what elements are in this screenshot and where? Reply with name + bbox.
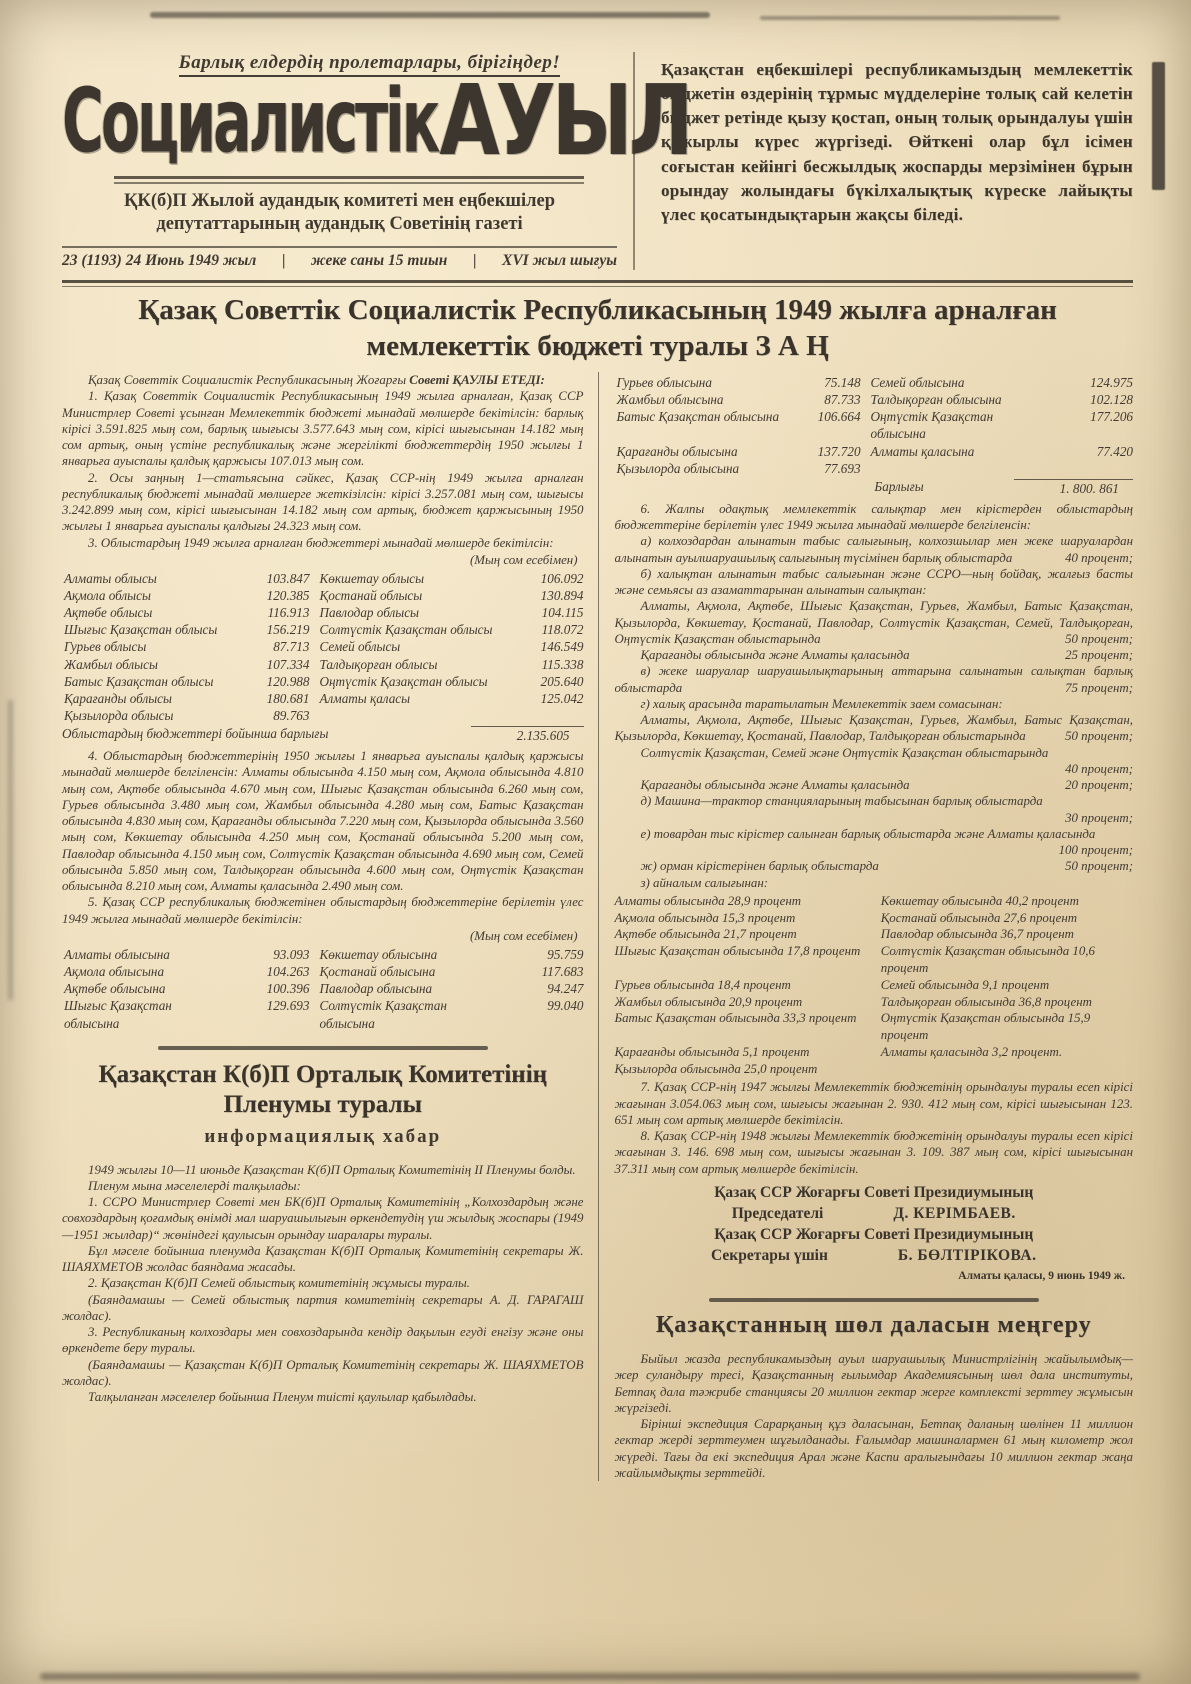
desert-paragraph: Быйыл жазда республикамыздың ауыл шаруашылық Министрлігінің жайылымдық—жер суландыру тресі, Қазақстанның ғылымдар Академиясының шөл дала институты, Бетпақ дала тәжрибе станциясы 20 миллион гектар жерге комплексті зерттеу жұмысын жүргізеді. [614,1352,1133,1415]
oblast-value: 75.148 [824,375,861,390]
table-row [62,997,584,1031]
turnover-cell: Алматы қаласында 3,2 процент. [880,1044,1063,1059]
desert-headline: Қазақстанның шөл даласын меңгеру [655,1312,1092,1339]
clause-percent: 100 процент; [1058,843,1133,858]
oblast-name: Алматы қаласына [870,443,975,459]
oblast-name: Талдықорған облысы [319,656,438,672]
oblast-value: 205.640 [540,673,584,689]
turnover-tax-table [615,893,1134,1077]
turnover-cell: Талдықорған облысында 36,8 процент [880,994,1092,1009]
total-value: 1. 800. 861 [1014,479,1133,497]
logo-word-socialist: Социалистік [62,70,438,174]
oblast-name: Ақтөбе облысы [64,605,153,621]
plenum-subtitle: информациялық хабар [204,1125,442,1147]
signature-block [615,1183,1134,1284]
tax-clause [615,826,1134,859]
oblast-value: 95.759 [547,946,584,962]
table-row [615,408,1134,442]
share-total [615,479,1134,497]
turnover-cell [881,1061,1133,1078]
turnover-cell: Ақмола облысында 15,3 процент [614,910,796,925]
article-divider [709,1298,1039,1302]
law-headline-line1: Қазақ Советтік Социалистік Республикасының 1949 жылға арналған [138,294,1057,327]
plenum-paragraph: Талқыланған мәселелер бойынша Пленум тиісті қаулылар қабылдады. [88,1390,477,1405]
table-row [62,980,584,997]
oblast-value: 89.763 [273,708,310,723]
oblast-value: 87.733 [824,392,861,408]
clause-text: з) айналым салығынан: [640,875,769,890]
clause-text: Алматы, Ақмола, Ақтөбе, Шығыс Қазақстан, Гурьев, Жамбыл, Батыс Қазақстан, Қызылорда, Көкшетау, Қостанай, Павлодар, Солтүстік Қазақстан, Семей, Талдықорған, Оңтүстік Қазақстан облыстарында [614,599,1133,646]
tax-clause [615,566,1134,599]
turnover-cell: Павлодар облысында 36,7 процент [880,927,1074,942]
masthead [62,52,1133,270]
oblast-name: Қызылорда облысы [64,708,174,723]
signature-institution: Қазақ ССР Жоғарғы Советі Президиумының [714,1225,1034,1243]
law-headline-line2: мемлекеттік бюджеті туралы З А Ң [366,329,829,362]
oblast-value: 115.338 [541,656,584,672]
oblast-name: Жамбыл облысына [616,392,724,408]
masthead-left [62,52,690,270]
left-column [62,372,598,1481]
turnover-cell: Гурьев облысында 18,4 процент [614,977,791,992]
oblast-value: 129.693 [266,998,310,1014]
masthead-editorial [633,52,1133,270]
oblast-name: Қарағанды облысы [64,690,172,706]
plenum-paragraph: Пленум мына мәселелерді талқылады: [88,1178,301,1193]
tax-clause [615,663,1134,696]
signature-name: Д. КЕРІМБАЕВ. [893,1204,1016,1222]
oblast-value: 107.334 [266,656,310,672]
oblast-name: Шығыс Қазақстан облысына [64,998,172,1031]
oblast-value: 104.263 [266,964,310,980]
dateline [62,246,617,270]
oblast-value: 93.093 [273,946,310,962]
oblast-name: Алматы облысы [64,570,157,586]
plenum-paragraph: (Баяндамашы — Қазақстан К(б)П Орталық Комитетінің секретары Ж. ШАЯХМЕТОВ жолдас). [62,1357,584,1388]
oblast-value: 103.847 [266,570,310,586]
oblast-name: Ақтөбе облысына [64,981,166,997]
law-paragraph-2: 2. Осы заңның 1—статьясына сәйкес, Қазақ ССР-нің 1949 жылға арналған республикалық бюджеті мынадай мөлшерге жеткізілсін: кірісі 3.257.081 мың сом, шығысы 3.242.899 мың сом, кірісі шығысынан 14.182 мың сом артық, бюджет қаржысының 1950 жылғы 1 январьға ауыспалы қалдығы 24.323 мың сом. [62,470,584,534]
table-row [62,656,584,673]
tax-clause [615,793,1134,826]
tax-clauses [615,533,1134,891]
oblast-value: 124.975 [1090,375,1133,390]
law-paragraph-4: 4. Облыстардың бюджеттерінің 1950 жылғы 1 январьға ауыспалы қалдық қаржысы мынадай мөлшерде белгіленсін: Алматы облысында 4.150 мың сом, Ақмола облысында 4.810 мың сом, Ақтөбе облысында 4.670 мың сом, Шығыс Қазақстан облысында 6.260 мың сом, Гурьев облысында 3.480 мың сом, Жамбыл облысында 4.280 мың сом, Батыс Қазақстан облысында 4.830 мың сом, Қарағанды облысында 7.220 мың сом, Қызылорда облысында 3.560 мың сом, Көкшетау облысында 4.250 мың сом, Қостанай облысында 5.200 мың сом, Павлодар облысында 4.150 мың сом, Солтүстік Қазақстан облысында 4.690 мың сом, Семей облысында 5.850 мың сом, Талдықорған облысында 4.600 мың сом, Оңтүстік Қазақстан облысында 8.210 мың сом, Алматы қаласында 2.490 мың сом. [62,749,584,894]
dateline-separator: | [473,252,477,270]
oblast-name: Талдықорған облысына [870,392,1002,408]
oblast-value: 156.219 [266,622,310,638]
dateline-separator: | [281,252,286,270]
clause-percent: 20 процент; [1065,778,1133,793]
tax-clause [615,533,1134,566]
law-paragraph-6: 6. Жалпы одақтық мемлекеттік салықтар мен кірістерден облыстардың бюджеттеріне берілетін үлес 1949 жылға мынадай мөлшерде белгіленсін: [614,501,1133,533]
newspaper-logo [62,65,690,178]
oblast-value: 146.549 [540,639,584,655]
oblast-value: 125.042 [540,690,584,706]
oblast-name: Қарағанды облысына [616,443,738,459]
issue-price: жеке саны 15 тиын [310,252,448,270]
signature-place-date: Алматы қаласы, 9 июнь 1949 ж. [958,1269,1125,1282]
turnover-cell: Оңтүстік Қазақстан облысында 15,9 процент [880,1011,1091,1043]
oblast-name [317,707,499,724]
signature-role: Секретары үшін [711,1246,828,1264]
oblast-value: 180.681 [266,690,310,706]
law-intro-caps: Советі ҚАУЛЫ ЕТЕДІ: [409,373,545,387]
table-row [62,707,584,724]
turnover-cell: Қызылорда облысында 25,0 процент [614,1061,818,1076]
oblast-value: 104.115 [541,605,584,621]
body-columns [62,372,1133,1481]
oblast-name: Алматы қаласы [319,690,411,706]
turnover-cell: Алматы облысында 28,9 процент [614,893,802,908]
oblast-name: Шығыс Қазақстан облысы [64,622,218,638]
oblast-name: Семей облысына [870,375,965,390]
clause-text: е) товардан тыс кірістер салынған барлық облыстарда және Алматы қаласында [640,826,1096,841]
oblast-name: Семей облысы [319,639,401,655]
oblast-budget-total [62,726,584,744]
table-row [62,587,584,604]
oblast-value [508,707,584,724]
plenum-paragraph: Бұл мәселе бойынша пленумда Қазақстан К(б)П Орталық Комитетінің секретары Ж. ШАЯХМЕТОВ жолдас баяндама жасады. [62,1243,584,1275]
oblast-value: 102.128 [1090,392,1133,408]
oblast-value: 77.420 [1096,443,1133,459]
oblast-value: 94.247 [547,981,584,997]
oblast-value: 130.894 [540,587,584,603]
tax-clause [615,858,1134,874]
plenum-paragraph: (Баяндамашы — Семей облыстық партия комитетінің секретары А. Д. ГАРАГАШ жолдас). [62,1292,584,1323]
table-row [615,443,1134,460]
scan-smudge-bottom [40,1673,1140,1680]
masthead-subtitle: ҚК(б)П Жылой аудандық комитеті мен еңбекшілер депутаттарының аудандық Советінің газеті [123,191,556,235]
table-row [62,570,584,587]
oblast-value: 106.092 [540,570,584,586]
law-paragraph-8: 8. Қазақ ССР-нің 1948 жылғы Мемлекеттік бюджетінің орындалуы туралы есеп кірісі жағынан 3. 146. 698 мың сом, шығысы жағынан 3. 109. 387 мың сом, кірісі шығысынан 37.311 мың сом артық мөлшерде бекітілсін. [614,1129,1133,1176]
lead-paragraph: Қазақстан еңбекшілері республикамыздың мемлекеттік бюджетін өздерінің тұрмыс мүдделеріне толық сай келетін бюджет ретінде қызу қостап, оның толық орындалуы үшін қажырлы күрес жүргізеді. Өйткені олар бұл ісімен соғыстан кейінгі бесжылдық жоспарды мерзімінен бұрын орындау жолындағы бүкілхалықтық күреске лайықты үлес қосатындықтарын жақсы біледі. [661,60,1133,224]
oblast-name: Ақмола облысына [64,964,165,980]
oblast-budget-table [62,570,584,724]
law-paragraph-5: 5. Қазақ ССР республикалық бюджетінен облыстардың бюджеттеріне берілетін үлес 1949 жылға мынадай мөлшерде бекітілсін: [62,895,584,926]
clause-percent: 50 процент; [1065,859,1133,874]
turnover-cell: Қарағанды облысында 5,1 процент [614,1044,810,1059]
turnover-cell: Ақтөбе облысында 21,7 процент [614,927,797,942]
signature-row [615,1246,1134,1267]
oblast-name: Оңтүстік Қазақстан облысы [319,673,488,689]
desert-paragraph: Бірінші экспедиция Сарарқаның құз даласынан, Бетпақ даланың шөлінен 11 миллион гектар жерді зерттеумен шұғылданады. Ғалымдар машиналармен 61 мың километр жол жүреді. Тағы да екі экспедиция Арал және Каспи аралығындағы 10 миллион гектар жаңа жайлымдықты зерттейді. [614,1417,1133,1480]
units-note: (Мың сом есебімен) [469,928,578,943]
clause-text: ж) орман кірістерінен барлық облыстарда [640,859,879,874]
total-value: 2.135.605 [471,726,584,744]
oblast-share-table-cont [615,374,1134,477]
plenum-paragraph: 3. Республиканың колхоздары мен совхоздарында кендір дақылын егуді енгізу және оны өркендете беру туралы. [62,1325,584,1356]
tax-clause [615,745,1134,778]
clause-text: Солтүстік Қазақстан, Семей және Оңтүстік Қазақстан облыстарында [640,745,1049,760]
turnover-cell: Жамбыл облысында 20,9 процент [614,994,803,1009]
law-paragraph-3: 3. Облыстардың 1949 жылға арналған бюджеттері мынадай мөлшерде бекітілсін: [88,535,554,550]
table-row [62,963,584,980]
oblast-name: Алматы облысына [64,946,170,962]
oblast-value: 106.664 [817,409,861,425]
logo-word-auyl: АУЫЛ [439,65,690,178]
clause-text: г) халық арасында таратылатын Мемлекеттік заем сомасынан: [640,696,1003,711]
plenum-paragraph: 2. Қазақстан К(б)П Семей облыстық комитетінің жұмысы туралы. [88,1276,470,1291]
oblast-name: Солтүстік Қазақстан облысына [319,998,447,1031]
tax-clause [615,777,1134,793]
table-row [62,621,584,638]
oblast-name: Көкшетау облысы [319,570,425,586]
oblast-name: Батыс Қазақстан облысы [64,673,214,689]
oblast-name: Гурьев облысына [616,375,712,390]
oblast-value: 77.693 [824,460,861,476]
signature-row [615,1204,1134,1225]
oblast-value: 100.396 [266,981,310,997]
tax-clause [615,712,1134,745]
oblast-value: 137.720 [817,443,861,459]
oblast-value: 87.713 [273,639,310,655]
clause-text: д) Машина—трактор станцияларының табысынан барлық облыстарда [640,794,1043,809]
clause-percent: 75 процент; [1065,680,1133,695]
total-label: Барлығы [874,478,924,494]
oblast-name: Батыс Қазақстан облысына [616,409,780,425]
turnover-cell: Батыс Қазақстан облысында 33,3 процент [614,1011,857,1026]
plenum-paragraph: 1. ССРО Министрлер Советі мен БК(б)П Орталық Комитетінің „Колхоздардың және совхоздардың қоғамдық өнімді мал шаруашылығын өркендетудің үш жылдық жоспары (1949—1951 жылдар)“ жөніндегі қаулысын орындау шаралары туралы. [62,1195,584,1242]
plenum-headline: Қазақстан К(б)П Орталық Комитетінің Пленумы туралы [98,1060,548,1118]
turnover-cell: Шығыс Қазақстан облысында 17,8 процент [614,944,861,959]
clause-percent: 25 процент; [1065,648,1133,663]
tax-clause [615,696,1134,712]
table-row [62,604,584,621]
oblast-name: Қостанай облысы [319,587,423,603]
oblast-name: Павлодар облысына [319,981,433,997]
article-divider [158,1046,488,1050]
total-label: Облыстардың бюджеттері бойынша барлығы [62,726,329,742]
right-column [598,372,1134,1481]
desert-body [615,1351,1134,1481]
oblast-value [1057,460,1133,477]
table-row [615,391,1134,408]
clause-text: Қарағанды облысында және Алматы қаласында [640,778,910,793]
signature-institution: Қазақ ССР Жоғарғы Советі Президиумының [714,1183,1034,1201]
law-intro: Қазақ Советтік Социалистік Республикасының Жоғарғы Советі ҚАУЛЫ ЕТЕДІ: [88,373,545,387]
oblast-value: 118.072 [541,622,584,638]
oblast-name: Қызылорда облысына [616,460,740,476]
signature-role: Председателі [731,1204,824,1222]
clause-percent: 50 процент; [1065,729,1133,744]
oblast-name: Оңтүстік Қазақстан облысына [870,409,994,442]
clause-text: б) халықтан алынатын табыс салығынан және ССРО—ның бойдақ, жалғыз басты және семьясы аз азаматтарынан алынатын салықтан: [614,566,1133,598]
table-row [62,638,584,655]
oblast-name: Жамбыл облысы [64,656,158,672]
clause-percent: 50 процент; [1065,631,1133,646]
headline-divider-rules [62,280,1133,287]
turnover-cell: Көкшетау облысында 40,2 процент [880,893,1079,908]
oblast-value: 99.040 [547,998,584,1014]
law-headline [62,293,1133,364]
oblast-name: Қостанай облысына [319,964,436,980]
clause-percent: 40 процент; [1065,550,1133,565]
table-row [62,946,584,963]
tax-clause [615,875,1134,891]
law-paragraph-7: 7. Қазақ ССР-нің 1947 жылғы Мемлекеттік бюджетінің орындалуы туралы есеп кірісі жағынан 3.054.063 мың сом, шығысы жағынан 2. 930. 412 мың сом, кірісі шығысынан 123. 651 мың сом артық мөлшерде бекітілсін. [614,1080,1133,1127]
table-row [615,460,1134,477]
clause-text: а) колхоздардан алынатын табыс салығының, колхозшылар мен жеке шаруалардан алынатын ауылшаруашылық салығының түсімінен барлық облыстарда [614,534,1133,565]
oblast-name: Ақмола облысы [64,587,151,603]
signature-name: Б. БӨЛТІРІКОВА. [897,1246,1037,1264]
oblast-value: 116.913 [267,605,310,621]
publication-year: XVI жыл шығуы [502,252,617,270]
oblast-value: 177.206 [1090,409,1133,425]
clause-percent: 40 процент; [1065,761,1133,776]
turnover-cell: Семей облысында 9,1 процент [880,977,1050,992]
oblast-name [869,460,1049,477]
units-note: (Мың сом есебімен) [469,552,578,567]
oblast-name: Павлодар облысы [319,605,419,621]
tax-clause [615,647,1134,663]
issue-number: 23 (1193) 24 Июнь 1949 жыл [62,252,257,270]
oblast-name: Солтүстік Қазақстан облысы [319,622,493,638]
oblast-share-table [62,946,584,1032]
oblast-name: Гурьев облысы [64,639,147,655]
law-paragraph-1: 1. Қазақ Советтік Социалистік Республикасының 1949 жылға арналған, Қазақ ССР Министрлер Советі ұсынған Мемлекеттік бюджеті мынадай мөлшерде бекітілсін: барлық кірісі 3.591.825 мың сом, барлық шығысы 3.577.643 мың сом, кірісі шығысынан 14.182 мың сом артық, оның үстіне республикалық және жергілікті бюджеттердің 1950 жылғы 1 январьға ауыспалы қалдық қаржысы 107.013 мың сом. [62,389,584,469]
table-row [62,690,584,707]
oblast-value: 117.683 [541,964,584,980]
turnover-cell: Қостанай облысында 27,6 процент [880,910,1078,925]
oblast-value: 120.385 [266,587,310,603]
proletarian-slogan: Барлық елдердің пролетарлары, бірігіңдер! [62,52,617,78]
tax-clause [615,598,1134,647]
turnover-cell: Солтүстік Қазақстан облысында 10,6 процент [880,944,1095,975]
plenum-body [62,1162,584,1406]
clause-text: в) жеке шаруалар шаруашылықтарының аттарына салынатын салықтан барлық облыстарда [614,664,1133,695]
oblast-value: 120.988 [266,673,310,689]
plenum-paragraph: 1949 жылғы 10—11 июньде Қазақстан К(б)П Орталық Комитетінің II Пленумы болды. [88,1162,576,1177]
clause-percent: 30 процент; [1065,810,1133,825]
oblast-name: Көкшетау облысына [319,946,438,962]
table-row [615,374,1134,391]
clause-text: Алматы, Ақмола, Ақтөбе, Шығыс Қазақстан, Гурьев, Жамбыл, Батыс Қазақстан, Қызылорда, Көкшетау, Қостанай, Павлодар, Талдықорған облыстарында [614,713,1133,744]
table-row [62,673,584,690]
clause-text: Қарағанды облысында және Алматы қаласында [640,648,910,663]
